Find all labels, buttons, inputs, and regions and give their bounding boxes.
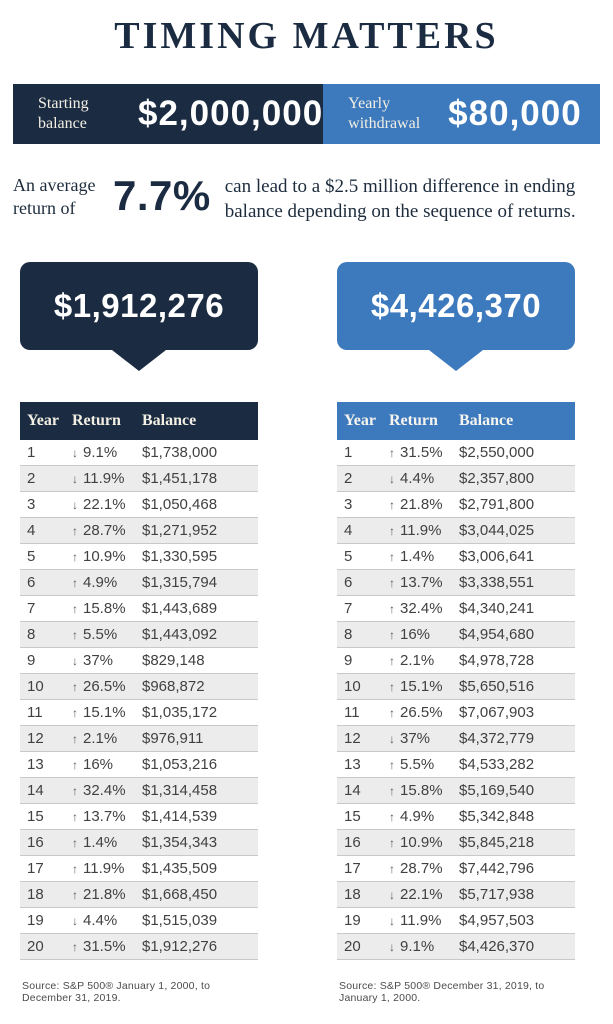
year-cell: 10 (27, 678, 44, 696)
balance-cell: $968,872 (142, 678, 205, 696)
table-row (337, 596, 575, 622)
balance-cell: $2,791,800 (459, 496, 535, 514)
ending-balance-value: $1,912,276 (53, 287, 225, 325)
table-row (337, 726, 575, 752)
return-value: 2.1% (400, 652, 435, 670)
balance-cell: $1,435,509 (142, 860, 218, 878)
return-value: 26.5% (400, 704, 443, 722)
starting-balance-label: Starting balance (38, 95, 89, 132)
table-row (20, 492, 258, 518)
balance-cell: $3,006,641 (459, 548, 535, 566)
table-row (337, 492, 575, 518)
returns-table-right (337, 402, 575, 960)
return-value: 22.1% (400, 886, 443, 904)
return-value: 11.9% (83, 470, 125, 488)
return-cell (72, 600, 142, 617)
return-cell (72, 574, 142, 591)
table-row (337, 440, 575, 466)
arrow-up-icon: ↑ (389, 680, 395, 695)
return-cell (389, 496, 459, 513)
return-cell (389, 860, 459, 877)
return-cell (389, 470, 459, 487)
return-cell (389, 886, 459, 903)
return-value: 5.5% (400, 756, 435, 774)
table-row (20, 466, 258, 492)
year-cell: 15 (344, 808, 361, 826)
balance-cell: $1,315,794 (142, 574, 218, 592)
arrow-down-icon: ↓ (389, 888, 395, 903)
year-cell: 19 (27, 912, 44, 930)
arrow-up-icon: ↑ (389, 706, 395, 721)
table-body (20, 440, 258, 960)
balance-cell: $1,035,172 (142, 704, 218, 722)
balance-cell: $4,426,370 (459, 938, 535, 956)
yearly-withdrawal-value: $80,000 (448, 94, 582, 133)
return-cell (389, 652, 459, 669)
balance-column-header: Balance (459, 412, 514, 430)
year-cell: 1 (27, 444, 36, 462)
return-value: 37% (400, 730, 431, 748)
scenario-good-sequence (337, 262, 575, 1004)
balance-cell: $5,717,938 (459, 886, 535, 904)
return-value: 31.5% (400, 444, 443, 462)
table-row (20, 856, 258, 882)
table-row (337, 856, 575, 882)
table-row (337, 518, 575, 544)
balance-cell: $1,053,216 (142, 756, 218, 774)
ending-balance-value: $4,426,370 (370, 287, 542, 325)
return-value: 9.1% (400, 938, 435, 956)
table-row (20, 934, 258, 960)
return-value: 11.9% (400, 912, 442, 930)
yearly-withdrawal-label: Yearly withdrawal (348, 95, 421, 132)
arrow-up-icon: ↑ (389, 498, 395, 513)
arrow-up-icon: ↑ (389, 628, 395, 643)
year-cell: 11 (27, 704, 43, 722)
table-row (20, 778, 258, 804)
return-value: 1.4% (83, 834, 118, 852)
balance-cell: $1,738,000 (142, 444, 218, 462)
year-cell: 11 (344, 704, 360, 722)
return-value: 5.5% (83, 626, 118, 644)
balance-cell: $1,668,450 (142, 886, 218, 904)
table-row (337, 700, 575, 726)
table-row (337, 804, 575, 830)
starting-balance-value: $2,000,000 (138, 94, 324, 133)
return-cell (72, 782, 142, 799)
arrow-down-icon: ↓ (72, 472, 78, 487)
return-value: 15.1% (400, 678, 443, 696)
arrow-up-icon: ↑ (389, 524, 395, 539)
return-cell (72, 470, 142, 487)
balance-cell: $829,148 (142, 652, 205, 670)
return-value: 4.4% (400, 470, 435, 488)
arrow-up-icon: ↑ (389, 602, 395, 617)
year-cell: 2 (344, 470, 353, 488)
balance-cell: $1,330,595 (142, 548, 218, 566)
return-value: 11.9% (83, 860, 125, 878)
arrow-up-icon: ↑ (72, 940, 78, 955)
return-cell (72, 938, 142, 955)
table-row (20, 518, 258, 544)
arrow-up-icon: ↑ (389, 446, 395, 461)
return-value: 28.7% (83, 522, 126, 540)
table-row (20, 908, 258, 934)
page-title: TIMING MATTERS (114, 15, 499, 57)
source-note-right: Source: S&P 500® December 31, 2019, to January 1, 2000. (339, 980, 545, 1005)
table-row (20, 596, 258, 622)
return-value: 4.9% (400, 808, 435, 826)
arrow-down-icon: ↓ (72, 914, 78, 929)
return-value: 16% (83, 756, 114, 774)
year-cell: 8 (27, 626, 36, 644)
return-cell (389, 626, 459, 643)
balance-cell: $5,845,218 (459, 834, 535, 852)
year-cell: 15 (27, 808, 44, 826)
arrow-down-icon: ↓ (389, 732, 395, 747)
arrow-up-icon: ↑ (72, 576, 78, 591)
return-value: 1.4% (400, 548, 435, 566)
year-cell: 17 (344, 860, 361, 878)
table-row (20, 674, 258, 700)
year-cell: 5 (27, 548, 36, 566)
balance-cell: $4,957,503 (459, 912, 535, 930)
return-cell (72, 860, 142, 877)
arrow-up-icon: ↑ (72, 602, 78, 617)
return-value: 28.7% (400, 860, 443, 878)
year-cell: 7 (27, 600, 36, 618)
return-cell (389, 704, 459, 721)
table-body (337, 440, 575, 960)
arrow-up-icon: ↑ (389, 836, 395, 851)
return-value: 13.7% (400, 574, 443, 592)
balance-cell: $1,354,343 (142, 834, 218, 852)
scenario-columns (0, 262, 613, 1004)
table-row (337, 648, 575, 674)
table-row (20, 570, 258, 596)
return-value: 4.4% (83, 912, 118, 930)
return-cell (72, 704, 142, 721)
table-row (20, 700, 258, 726)
year-cell: 2 (27, 470, 36, 488)
arrow-up-icon: ↑ (72, 862, 78, 877)
return-cell (389, 756, 459, 773)
balance-cell: $3,044,025 (459, 522, 535, 540)
arrow-up-icon: ↑ (389, 654, 395, 669)
year-cell: 6 (344, 574, 353, 592)
balance-cell: $1,451,178 (142, 470, 218, 488)
return-value: 37% (83, 652, 114, 670)
return-column-header: Return (72, 412, 121, 430)
balance-cell: $7,442,796 (459, 860, 535, 878)
year-cell: 14 (344, 782, 361, 800)
statement-prefix: An average return of (13, 175, 96, 219)
arrow-down-icon: ↓ (389, 472, 395, 487)
arrow-up-icon: ↑ (389, 576, 395, 591)
yearly-withdrawal-banner (323, 84, 600, 144)
arrow-up-icon: ↑ (72, 550, 78, 565)
year-cell: 12 (27, 730, 44, 748)
return-cell (389, 522, 459, 539)
table-row (337, 466, 575, 492)
return-cell (389, 574, 459, 591)
table-row (20, 830, 258, 856)
return-cell (389, 782, 459, 799)
return-cell (72, 886, 142, 903)
arrow-up-icon: ↑ (72, 810, 78, 825)
arrow-up-icon: ↑ (72, 628, 78, 643)
year-cell: 4 (344, 522, 353, 540)
return-cell (72, 808, 142, 825)
return-value: 10.9% (83, 548, 126, 566)
return-value: 32.4% (400, 600, 443, 618)
starting-balance-banner (13, 84, 323, 144)
year-cell: 17 (27, 860, 44, 878)
year-cell: 14 (27, 782, 44, 800)
year-cell: 16 (344, 834, 361, 852)
arrow-up-icon: ↑ (389, 784, 395, 799)
year-cell: 4 (27, 522, 36, 540)
year-cell: 5 (344, 548, 353, 566)
average-return-rate: 7.7% (113, 172, 211, 219)
arrow-up-icon: ↑ (72, 784, 78, 799)
arrow-up-icon: ↑ (389, 862, 395, 877)
balance-cell: $1,515,039 (142, 912, 218, 930)
arrow-up-icon: ↑ (72, 758, 78, 773)
arrow-up-icon: ↑ (72, 706, 78, 721)
return-value: 32.4% (83, 782, 126, 800)
return-cell (72, 522, 142, 539)
return-cell (72, 444, 142, 461)
balance-cell: $4,954,680 (459, 626, 535, 644)
balance-cell: $976,911 (142, 730, 204, 748)
balance-cell: $1,314,458 (142, 782, 218, 800)
return-value: 13.7% (83, 808, 126, 826)
balance-cell: $4,372,779 (459, 730, 535, 748)
return-cell (72, 626, 142, 643)
return-value: 22.1% (83, 496, 126, 514)
returns-table-left (20, 402, 258, 960)
return-value: 31.5% (83, 938, 126, 956)
arrow-down-icon: ↓ (72, 654, 78, 669)
arrow-up-icon: ↑ (72, 680, 78, 695)
arrow-down-icon: ↓ (72, 446, 78, 461)
return-value: 9.1% (83, 444, 118, 462)
arrow-down-icon: ↓ (389, 940, 395, 955)
year-cell: 12 (344, 730, 361, 748)
return-cell (389, 678, 459, 695)
return-cell (72, 912, 142, 929)
balance-cell: $4,978,728 (459, 652, 535, 670)
return-cell (389, 600, 459, 617)
table-row (20, 882, 258, 908)
year-cell: 9 (344, 652, 353, 670)
year-cell: 13 (27, 756, 44, 774)
year-cell: 13 (344, 756, 361, 774)
balance-cell: $5,342,848 (459, 808, 535, 826)
table-row (337, 674, 575, 700)
arrow-up-icon: ↑ (72, 732, 78, 747)
table-row (337, 622, 575, 648)
return-value: 11.9% (400, 522, 442, 540)
table-row (337, 830, 575, 856)
return-cell (389, 938, 459, 955)
balance-cell: $1,912,276 (142, 938, 218, 956)
table-header (337, 402, 575, 440)
table-row (20, 726, 258, 752)
table-row (20, 440, 258, 466)
return-value: 2.1% (83, 730, 118, 748)
return-value: 21.8% (83, 886, 126, 904)
year-cell: 20 (27, 938, 44, 956)
source-note-left: Source: S&P 500® January 1, 2000, to December 31, 2019. (22, 980, 211, 1005)
return-cell (389, 912, 459, 929)
year-cell: 16 (27, 834, 44, 852)
balance-cell: $1,443,092 (142, 626, 218, 644)
year-column-header: Year (344, 412, 376, 430)
balance-cell: $3,338,551 (459, 574, 535, 592)
balance-cell: $1,443,689 (142, 600, 218, 618)
arrow-up-icon: ↑ (389, 550, 395, 565)
table-row (337, 752, 575, 778)
table-row (337, 544, 575, 570)
year-cell: 1 (344, 444, 353, 462)
year-cell: 6 (27, 574, 36, 592)
table-row (337, 570, 575, 596)
year-cell: 3 (27, 496, 36, 514)
return-cell (389, 808, 459, 825)
balance-column-header: Balance (142, 412, 197, 430)
return-cell (72, 678, 142, 695)
arrow-up-icon: ↑ (389, 758, 395, 773)
arrow-up-icon: ↑ (72, 888, 78, 903)
return-cell (72, 756, 142, 773)
return-cell (389, 548, 459, 565)
return-cell (72, 496, 142, 513)
table-row (337, 778, 575, 804)
arrow-up-icon: ↑ (72, 836, 78, 851)
average-return-statement (13, 174, 599, 224)
statement-suffix: can lead to a $2.5 million difference in ending balance depending on the sequence of returns. (224, 176, 576, 223)
return-value: 4.9% (83, 574, 118, 592)
balance-cell: $5,650,516 (459, 678, 535, 696)
balance-cell: $7,067,903 (459, 704, 535, 722)
balance-cell: $4,340,241 (459, 600, 535, 618)
return-cell (389, 834, 459, 851)
return-value: 10.9% (400, 834, 443, 852)
table-row (337, 882, 575, 908)
year-column-header: Year (27, 412, 59, 430)
return-column-header: Return (389, 412, 438, 430)
balance-cell: $1,050,468 (142, 496, 218, 514)
return-cell (389, 730, 459, 747)
table-row (20, 648, 258, 674)
balance-cell: $2,357,800 (459, 470, 535, 488)
return-cell (72, 652, 142, 669)
balance-cell: $2,550,000 (459, 444, 535, 462)
return-value: 26.5% (83, 678, 126, 696)
return-cell (72, 730, 142, 747)
return-value: 21.8% (400, 496, 443, 514)
return-cell (72, 834, 142, 851)
table-row (20, 622, 258, 648)
year-cell: 8 (344, 626, 353, 644)
arrow-down-icon: ↓ (389, 914, 395, 929)
arrow-up-icon: ↑ (389, 810, 395, 825)
balance-cell: $1,271,952 (142, 522, 218, 540)
year-cell: 10 (344, 678, 361, 696)
return-value: 15.8% (400, 782, 443, 800)
table-row (20, 544, 258, 570)
balance-cell: $1,414,539 (142, 808, 218, 826)
table-row (337, 908, 575, 934)
return-value: 15.8% (83, 600, 126, 618)
table-row (20, 752, 258, 778)
table-row (20, 804, 258, 830)
summary-banner (13, 84, 600, 144)
year-cell: 19 (344, 912, 361, 930)
return-cell (389, 444, 459, 461)
arrow-down-icon: ↓ (72, 498, 78, 513)
year-cell: 3 (344, 496, 353, 514)
balance-cell: $5,169,540 (459, 782, 535, 800)
ending-balance-callout-right (337, 262, 575, 350)
return-cell (72, 548, 142, 565)
return-value: 15.1% (83, 704, 126, 722)
year-cell: 7 (344, 600, 353, 618)
ending-balance-callout-left (20, 262, 258, 350)
year-cell: 9 (27, 652, 36, 670)
arrow-up-icon: ↑ (72, 524, 78, 539)
balance-cell: $4,533,282 (459, 756, 535, 774)
table-row (337, 934, 575, 960)
year-cell: 20 (344, 938, 361, 956)
scenario-bad-sequence (20, 262, 258, 1004)
return-value: 16% (400, 626, 431, 644)
year-cell: 18 (344, 886, 361, 904)
table-header (20, 402, 258, 440)
year-cell: 18 (27, 886, 44, 904)
